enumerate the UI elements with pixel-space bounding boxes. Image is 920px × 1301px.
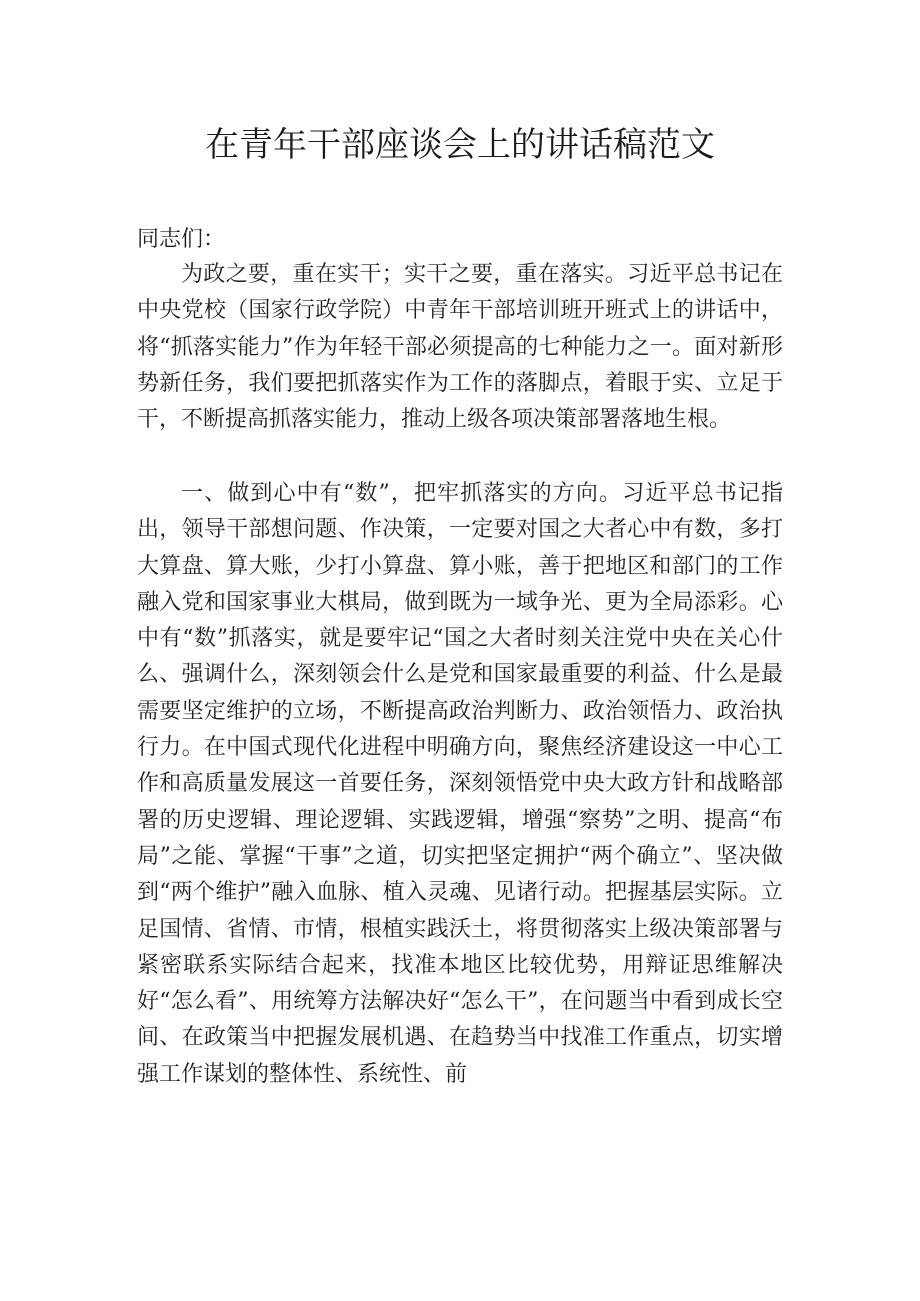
paragraph-section-one: 一、做到心中有“数”，把牢抓落实的方向。习近平总书记指出，领导干部想问题、作决策，一定要对国之大者心中有数，多打大算盘、算大账，少打小算盘、算小账，善于把地区和部门的工作融入党和国家事业大棋局，做到既为一域争光、更为全局添彩。心中有“数”抓落实，就是要牢记“国之大者时刻关注党中央在关心什么、强调什么，深刻领会什么是党和国家最重要的利益、什么是最需要坚定维护的立场，不断提高政治判断力、政治领悟力、政治执行力。在中国式现代化进程中明确方向，聚焦经济建设这一中心工作和高质量发展这一首要任务，深刻领悟党中央大政方针和战略部署的历史逻辑、理论逻辑、实践逻辑，增强“察势”之明、提高“布局”之能、掌握“干事”之道，切实把坚定拥护“两个确立”、坚决做到“两个维护”融入血脉、植入灵魂、见诸行动。把握基层实际。立足国情、省情、市情，根植实践沃土，将贯彻落实上级决策部署与紧密联系实际结合起来，找准本地区比较优势，用辩证思维解决好“怎么看”、用统筹方法解决好“怎么干”，在问题当中看到成长空间、在政策当中把握发展机遇、在趋势当中找准工作重点，切实增强工作谋划的整体性、系统性、前 <box>137 481 783 1087</box>
paragraph-intro: 为政之要，重在实干；实干之要，重在落实。习近平总书记在中央党校（国家行政学院）中青年干部培训班开班式上的讲话中，将“抓落实能力”作为年轻干部必须提高的七种能力之一。面对新形势新任务，我们要把抓落实作为工作的落脚点，着眼于实、立足于干，不断提高抓落实能力，推动上级各项决策部署落地生根。 <box>137 262 783 433</box>
salutation: 同志们： <box>137 227 226 252</box>
document-title: 在青年干部座谈会上的讲话稿范文 <box>205 125 715 165</box>
